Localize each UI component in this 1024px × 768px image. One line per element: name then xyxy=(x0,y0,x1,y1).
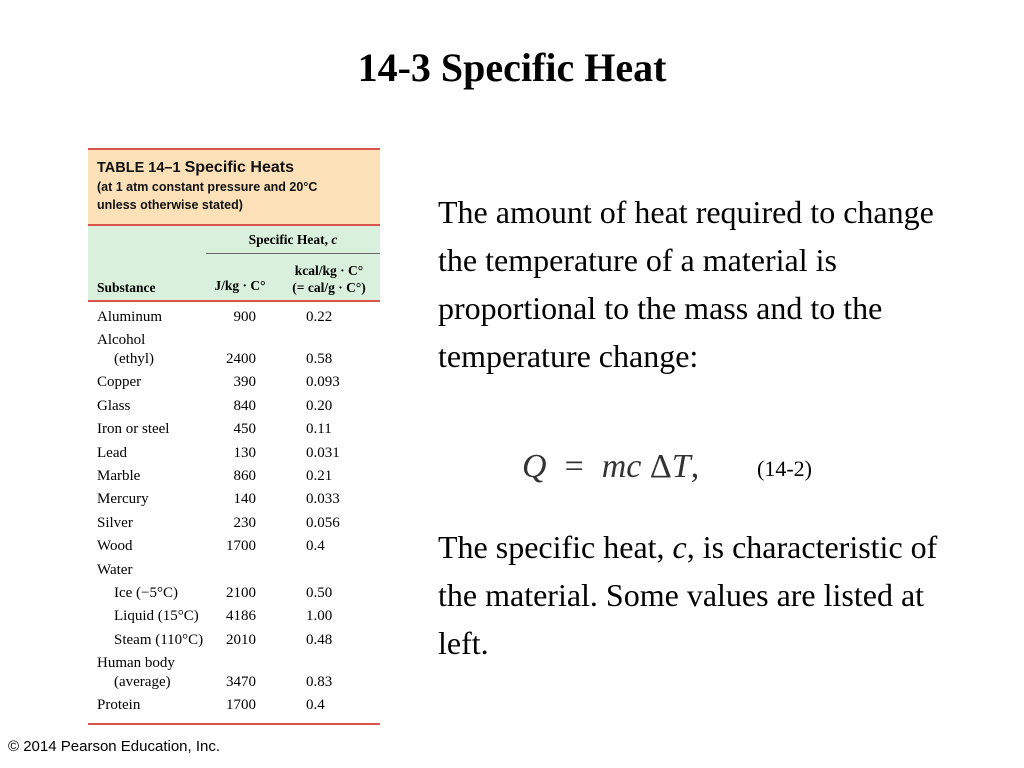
value-kcal-per-kg: 0.22 xyxy=(306,309,333,325)
table-row xyxy=(88,582,380,605)
value-kcal-per-kg: 0.11 xyxy=(306,421,332,438)
value-kcal-per-kg: 0.21 xyxy=(306,467,333,484)
table-row xyxy=(88,306,380,329)
column-header-j-per-kg: J/kg · C° xyxy=(214,278,266,293)
table-subtitle-line-2: unless otherwise stated) xyxy=(97,198,243,212)
specific-heat-paragraph: The specific heat, c, is characteristic of the material. Some values are listed at left. xyxy=(438,529,938,661)
table-row xyxy=(88,694,380,717)
equation-number: (14-2) xyxy=(757,456,812,481)
heat-description-paragraph: The amount of heat required to change the temperature of a material is proportional to the mass and to the temperature change: xyxy=(438,194,934,374)
heat-equation xyxy=(522,448,699,486)
value-kcal-per-kg: 0.093 xyxy=(306,374,340,391)
table-row xyxy=(88,465,380,488)
substance-name: Alcohol (ethyl) xyxy=(97,332,154,368)
substance-name: Mercury xyxy=(97,491,149,508)
value-kcal-per-kg: 0.4 xyxy=(306,538,325,555)
table-row xyxy=(88,535,380,558)
column-header-substance: Substance xyxy=(97,280,156,295)
value-j-per-kg: 2010 xyxy=(226,631,256,648)
value-kcal-per-kg: 0.4 xyxy=(306,697,325,714)
substance-name: Liquid (15°C) xyxy=(114,608,199,625)
value-kcal-per-kg: 0.58 xyxy=(306,351,333,368)
substance-name: Silver xyxy=(97,514,133,531)
value-kcal-per-kg: 1.00 xyxy=(306,608,333,625)
table-row xyxy=(88,395,380,418)
table-row xyxy=(88,371,380,394)
symbol-c: c xyxy=(331,232,338,247)
table-row xyxy=(88,442,380,465)
slide-title: 14-3 Specific Heat xyxy=(357,45,667,90)
table-title: Specific Heats xyxy=(184,159,294,176)
table-body xyxy=(88,302,380,725)
value-kcal-per-kg: 0.50 xyxy=(306,584,333,601)
substance-name: Ice (−5°C) xyxy=(114,584,179,601)
equation-comma: , xyxy=(690,448,700,485)
substance-name: Steam (110°C) xyxy=(114,631,204,648)
table-subtitle-line-1: (at 1 atm constant pressure and 20°C xyxy=(97,180,318,194)
value-j-per-kg: 1700 xyxy=(226,697,256,714)
value-j-per-kg: 230 xyxy=(233,514,256,531)
value-j-per-kg: 900 xyxy=(233,309,256,325)
value-kcal-per-kg: 0.83 xyxy=(306,674,333,691)
substance-name: Lead xyxy=(97,444,127,461)
value-j-per-kg: 2400 xyxy=(226,351,256,368)
equation-delta: Δ xyxy=(649,448,672,485)
table-row xyxy=(88,329,380,371)
value-kcal-per-kg: 0.056 xyxy=(306,514,340,531)
table-header xyxy=(88,224,380,302)
table-caption xyxy=(88,148,380,224)
substance-name: Marble xyxy=(97,467,141,484)
equation-q: Q xyxy=(522,448,547,485)
substance-name: Iron or steel xyxy=(97,421,170,438)
value-kcal-per-kg: 0.48 xyxy=(306,631,333,648)
substance-name: Aluminum xyxy=(97,309,163,325)
value-j-per-kg: 860 xyxy=(233,467,256,484)
table-row xyxy=(88,488,380,511)
value-kcal-per-kg: 0.033 xyxy=(306,491,340,508)
value-j-per-kg: 450 xyxy=(233,421,256,438)
specific-heat-group-header: Specific Heat, c xyxy=(206,232,380,254)
specific-heats-table xyxy=(88,148,380,725)
value-j-per-kg: 140 xyxy=(233,491,256,508)
value-j-per-kg: 2100 xyxy=(226,584,256,601)
substance-name: Human body (average) xyxy=(97,655,175,691)
equation-mc: mc xyxy=(601,448,642,485)
table-row xyxy=(88,629,380,652)
substance-name: Protein xyxy=(97,697,141,714)
table-row xyxy=(88,652,380,694)
value-j-per-kg: 1700 xyxy=(226,538,256,555)
column-header-kcal-per-kg: kcal/kg · C° (= cal/g · C°) xyxy=(292,263,366,295)
substance-name: Water xyxy=(97,561,133,578)
equation-t: T xyxy=(671,448,691,485)
table-row xyxy=(88,605,380,628)
value-kcal-per-kg: 0.20 xyxy=(306,397,333,414)
value-kcal-per-kg: 0.031 xyxy=(306,444,340,461)
table-row xyxy=(88,512,380,535)
value-j-per-kg: 840 xyxy=(233,397,256,414)
table-row xyxy=(88,559,380,582)
value-j-per-kg: 3470 xyxy=(226,674,256,691)
value-j-per-kg: 130 xyxy=(233,444,256,461)
copyright-notice: © 2014 Pearson Education, Inc. xyxy=(8,738,221,755)
value-j-per-kg: 390 xyxy=(233,374,256,391)
substance-name: Glass xyxy=(97,397,131,414)
substance-name: Copper xyxy=(97,374,142,391)
value-j-per-kg: 4186 xyxy=(226,608,256,625)
substance-name: Wood xyxy=(97,538,133,555)
table-row xyxy=(88,418,380,441)
equation-equals: = xyxy=(564,448,584,485)
table-number: TABLE 14–1 xyxy=(97,160,181,176)
symbol-c-inline: c xyxy=(672,529,687,565)
